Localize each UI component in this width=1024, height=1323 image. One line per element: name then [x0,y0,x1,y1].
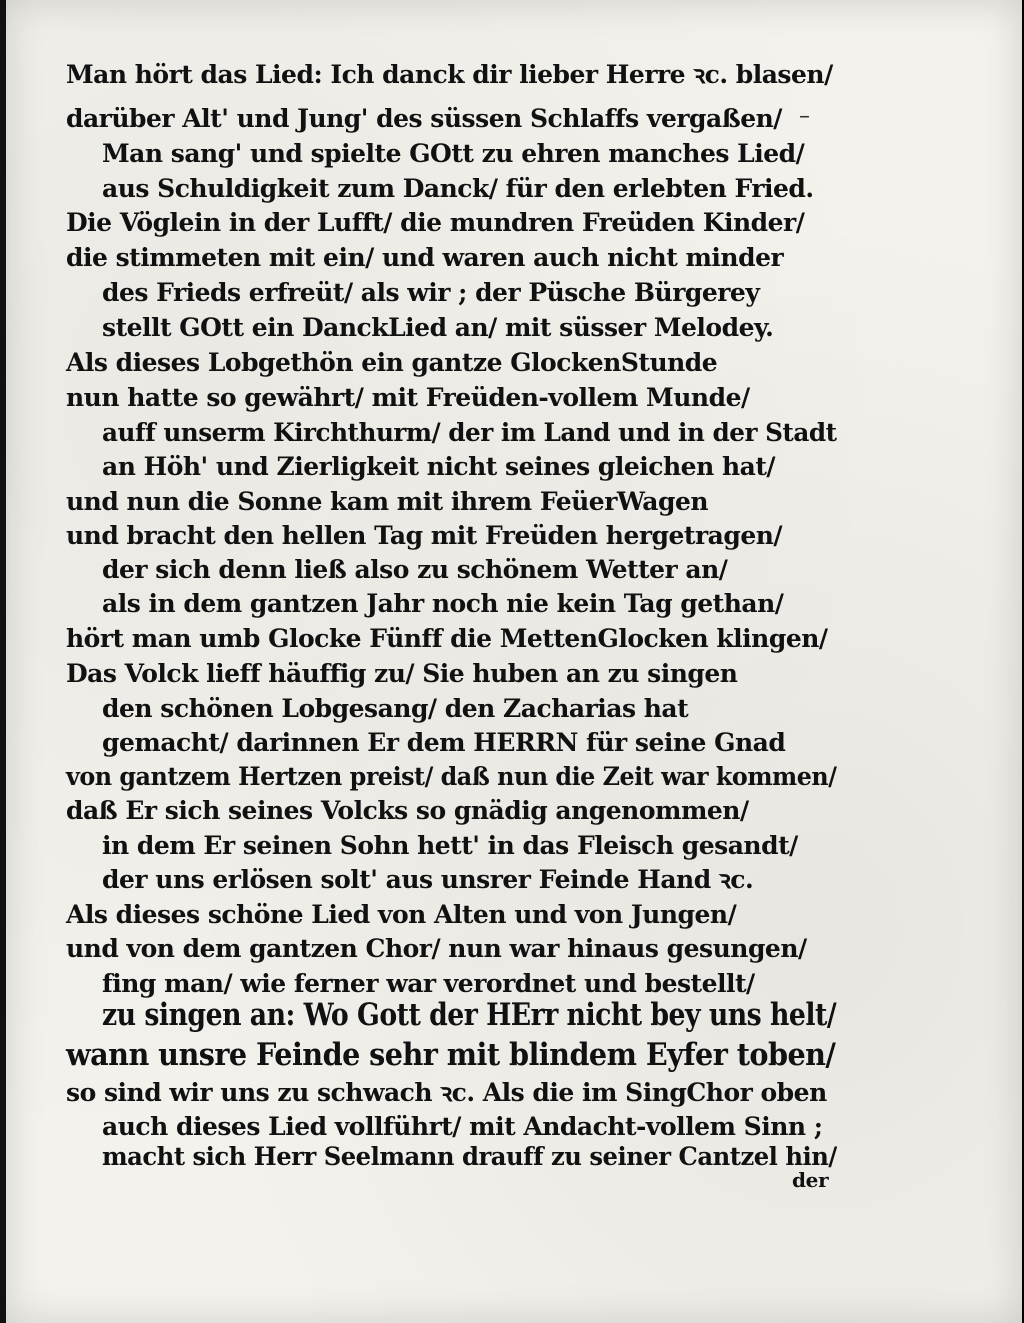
verse-line: Das Volck lieff häuffig zu/ Sie huben an zu singen [66,659,738,688]
verse-line: Man sang' und spielte GOtt zu ehren manches Lied/ [102,139,805,168]
catchword: der [792,1168,829,1192]
verse-line: Als dieses Lobgethön ein gantze GlockenStunde [66,348,718,377]
verse-line: und bracht den hellen Tag mit Freüden hergetragen/ [66,521,783,550]
verse-line: gemacht/ darinnen Er dem HERRN für seine Gnad [102,728,786,757]
verse-line: und von dem gantzen Chor/ nun war hinaus gesungen/ [66,934,807,963]
verse-line: fing man/ wie ferner war verordnet und bestellt/ [102,969,755,998]
verse-line: macht sich Herr Seelmann drauff zu seiner Cantzel hin/ [102,1142,837,1171]
verse-line-hymn-title: zu singen an: Wo Gott der HErr nicht bey uns helt/ [102,997,837,1033]
verse-line: daß Er sich seines Volcks so gnädig angenommen/ [66,796,749,825]
verse-line: die stimmeten mit ein/ und waren auch nicht minder [66,243,784,272]
verse-line: als in dem gantzen Jahr noch nie kein Tag gethan/ [102,589,784,618]
verse-line: aus Schuldigkeit zum Danck/ für den erlebten Fried. [102,174,814,203]
verse-line: stellt GOtt ein DanckLied an/ mit süsser Melodey. [102,313,774,342]
verse-line: so sind wir uns zu schwach ꝛc. Als die im SingChor oben [66,1078,827,1107]
margin-mark: – [799,104,810,129]
verse-line: auch dieses Lied vollführt/ mit Andacht-vollem Sinn ; [102,1112,823,1141]
verse-line: an Höh' und Zierligkeit nicht seines gleichen hat/ [102,452,775,481]
verse-line: Man hört das Lied: Ich danck dir lieber Herre ꝛc. blasen/ [66,60,833,89]
verse-line-hymn-title: wann unsre Feinde sehr mit blindem Eyfer toben/ [66,1037,836,1073]
verse-line: darüber Alt' und Jung' des süssen Schlaffs vergaßen/ [66,104,782,133]
verse-line: Als dieses schöne Lied von Alten und von Jungen/ [66,900,737,929]
verse-line: der sich denn ließ also zu schönem Wetter an/ [102,555,728,584]
verse-line: Die Vöglein in der Lufft/ die mundren Freüden Kinder/ [66,208,805,237]
verse-line: den schönen Lobgesang/ den Zacharias hat [102,694,689,723]
verse-line: nun hatte so gewährt/ mit Freüden-vollem Munde/ [66,383,750,412]
verse-line: von gantzem Hertzen preist/ daß nun die Zeit war kommen/ [66,762,837,791]
verse-line: des Frieds erfreüt/ als wir ; der Püsche Bürgerey [102,278,760,307]
book-page [6,0,1022,1323]
verse-line: in dem Er seinen Sohn hett' in das Fleisch gesandt/ [102,831,798,860]
verse-line: und nun die Sonne kam mit ihrem FeüerWagen [66,487,709,516]
verse-line: auff unserm Kirchthurm/ der im Land und in der Stadt [102,418,837,447]
verse-line: der uns erlösen solt' aus unsrer Feinde Hand ꝛc. [102,865,754,894]
verse-line: hört man umb Glocke Fünff die MettenGlocken klingen/ [66,624,828,653]
